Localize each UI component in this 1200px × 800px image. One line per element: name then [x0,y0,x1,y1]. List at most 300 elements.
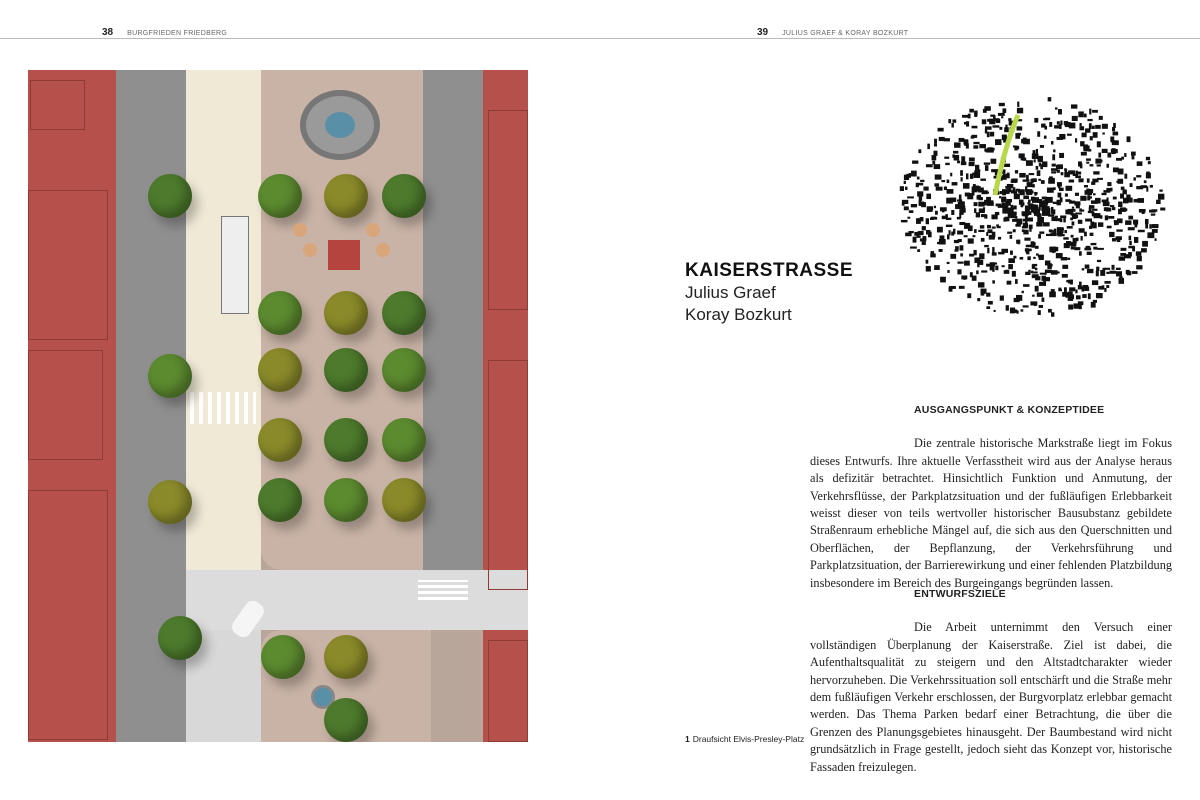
building-footprint [1030,301,1037,305]
building-footprint [1057,121,1060,124]
building-footprint [1091,200,1098,204]
building-footprint [963,183,970,189]
building-footprint [1037,170,1041,176]
building-footprint [1075,171,1078,176]
building-footprint [1098,222,1103,227]
building-footprint [1024,238,1030,241]
building-footprint [1142,241,1148,247]
building-footprint [1029,173,1035,175]
tree [324,174,368,218]
building-footprint [1010,251,1013,255]
building-footprint [1064,172,1070,177]
building-footprint [1131,152,1136,156]
building-footprint [1093,193,1096,195]
building-footprint [1075,138,1077,142]
building-footprint [1039,257,1044,260]
building-footprint [976,270,978,274]
building-footprint [996,204,1002,207]
building-footprint [984,245,989,247]
building-footprint [1012,219,1017,222]
building-footprint [1023,138,1027,141]
building-footprint [992,252,997,255]
building-footprint [900,186,904,191]
figure-number: 1 [685,734,690,744]
building-footprint [953,151,958,154]
building-footprint [1100,270,1105,276]
building-footprint [977,298,980,301]
building-footprint [1065,193,1068,196]
building-footprint [1034,159,1036,162]
building-footprint [937,242,943,244]
building-footprint [1049,247,1054,251]
building-footprint [1045,270,1052,273]
building-footprint [1085,219,1092,222]
building-footprint [1110,205,1114,207]
building-footprint [1146,172,1150,177]
author-1: Julius Graef [685,283,776,302]
building-footprint [965,193,970,197]
building-footprint [1126,194,1130,197]
building-footprint [1079,123,1081,126]
bus [221,216,249,314]
building-footprint [1106,272,1109,274]
tree [148,174,192,218]
building-footprint [941,180,945,182]
building-footprint [1038,234,1041,238]
building-footprint [1149,224,1152,228]
building-footprint [1038,255,1044,258]
building-footprint [927,144,930,149]
city-figure-ground-map [880,85,1180,335]
building-footprint [999,103,1005,106]
building-footprint [1096,267,1099,271]
building-footprint [1081,152,1087,156]
building-footprint [1079,251,1082,256]
building-footprint [1124,174,1127,179]
building-footprint [926,266,931,272]
building-footprint [1057,234,1061,237]
building-footprint [1089,123,1092,129]
building-outline [28,190,108,340]
building-footprint [1071,104,1077,108]
building-footprint [1105,215,1108,220]
building-footprint [1013,187,1016,192]
tree [258,291,302,335]
building-footprint [961,177,963,181]
building-footprint [1107,153,1111,158]
building-footprint [1040,145,1044,148]
tree [148,354,192,398]
building-footprint [971,136,975,139]
building-footprint [954,142,960,147]
building-footprint [1022,211,1025,215]
header-rule [0,38,1200,39]
building-footprint [932,161,935,165]
building-footprint [1069,180,1074,183]
building-footprint [1086,158,1091,160]
building-footprint [1121,187,1125,190]
building-footprint [1032,154,1039,159]
building-footprint [951,210,954,215]
building-footprint [1039,217,1043,222]
building-footprint [1148,161,1151,164]
building-footprint [1059,188,1064,191]
building-footprint [959,222,965,225]
parasol [366,223,380,237]
building-footprint [939,137,945,141]
road [186,70,261,570]
building-footprint [930,206,933,210]
building-footprint [947,262,950,264]
section-body: Die zentrale historische Markstraße liegt im Fokus dieses Entwurfs. Ihre aktuelle Verfasstheit wird aus der Analyse heraus als defizitär betrachtet. Hinsichtlich Funktion und Anmutung, der Verkehrsflüsse, der Parkplatzsituation und der fußläufigen Erlebbarkeit weisst dieser von teils wertvoller historischer Bausubstanz gebildete Straßenraum erhebliche Mängel auf, die sich aus den Querschnitten und Oberflächen, der Bepflanzung, der Verkehrsführung und Parkplatzsituation, der Barrierewirkung und einer fehlenden Platzbildung insbesondere im Bereich des Burgeingangs begründen lassen. [810,436,1172,590]
building-footprint [1062,274,1068,278]
building-footprint [1078,172,1081,175]
building-footprint [1035,276,1040,280]
building-footprint [1116,229,1122,231]
building-footprint [1031,242,1035,248]
building-footprint [1090,222,1094,228]
building-footprint [1078,220,1082,224]
building-footprint [904,206,909,210]
building-footprint [989,119,995,125]
building-footprint [1080,163,1083,168]
building-footprint [1097,248,1104,250]
left-running-title: BURGFRIEDEN FRIEDBERG [127,30,228,37]
building-footprint [1078,178,1083,182]
building-footprint [1016,240,1020,244]
building-footprint [1022,226,1028,228]
building-footprint [1084,114,1087,118]
building-footprint [1058,289,1062,291]
building-footprint [1027,190,1032,195]
building-footprint [1134,199,1139,202]
building-footprint [1069,287,1075,291]
building-footprint [1087,269,1093,273]
building-footprint [1029,225,1033,229]
building-footprint [992,125,999,127]
building-footprint [1023,305,1029,307]
building-footprint [1054,229,1057,233]
building-footprint [1112,207,1116,210]
building-footprint [1081,236,1083,241]
sidewalk-right [423,70,483,610]
building-footprint [998,113,1005,116]
parasol [303,243,317,257]
building-footprint [1058,193,1062,198]
building-footprint [1129,241,1131,245]
building-footprint [988,301,993,305]
building-footprint [1100,215,1102,219]
building-footprint [1152,224,1159,228]
building-footprint [1015,189,1019,192]
building-footprint [1014,298,1020,302]
article-title: KAISERSTRASSE [685,260,854,281]
building-footprint [1023,196,1029,200]
building-footprint [986,197,991,202]
building-footprint [1102,199,1108,202]
building-footprint [1019,189,1024,195]
building-footprint [1068,294,1074,299]
building-footprint [1002,205,1004,208]
building-footprint [907,196,914,198]
crosswalk [190,392,256,424]
building-footprint [975,165,979,170]
building-footprint [985,165,988,171]
building-footprint [1079,126,1084,130]
building-footprint [1037,292,1043,296]
building-footprint [1068,305,1073,310]
building-footprint [1066,186,1073,191]
building-footprint [969,109,974,113]
building-footprint [1094,213,1101,218]
building-outline [488,110,528,310]
building-footprint [1097,141,1101,147]
building-footprint [934,206,936,208]
building-footprint [970,193,974,196]
building-footprint [973,235,976,237]
building-footprint [934,139,937,143]
building-footprint [1123,198,1128,203]
building-footprint [1047,188,1054,193]
building-footprint [1122,208,1127,211]
building-footprint [990,115,995,117]
building-footprint [1032,274,1035,278]
building-footprint [1007,232,1012,234]
crosswalk-2 [418,580,468,600]
building-footprint [992,280,995,283]
building-footprint [1011,179,1017,183]
building-footprint [1036,149,1038,154]
building-footprint [995,266,998,271]
building-footprint [1118,209,1122,214]
building-footprint [1033,257,1036,259]
building-footprint [1039,202,1043,207]
building-footprint [1083,145,1089,151]
building-footprint [1155,238,1157,241]
building-footprint [1084,185,1088,187]
building-footprint [969,162,975,166]
building-footprint [1088,293,1091,299]
building-footprint [1053,149,1055,152]
building-footprint [1150,185,1153,188]
building-footprint [1129,236,1132,241]
building-footprint [936,187,943,191]
building-footprint [951,198,957,203]
building-footprint [1050,233,1056,236]
building-footprint [1068,280,1071,284]
building-footprint [1092,110,1098,113]
article-title-block [685,260,853,326]
building-footprint [1043,206,1049,212]
building-footprint [1041,180,1045,184]
building-footprint [1048,178,1055,184]
building-footprint [1071,242,1077,247]
building-footprint [972,126,978,129]
building-footprint [1146,186,1148,191]
building-footprint [926,218,929,224]
building-footprint [1019,173,1025,178]
building-footprint [1064,168,1066,171]
building-footprint [1051,312,1054,317]
building-footprint [1072,213,1077,219]
parasol [376,243,390,257]
building-footprint [1026,160,1033,166]
building-footprint [1011,309,1017,312]
building-footprint [990,159,996,164]
building-footprint [1130,183,1133,187]
section-heading: ENTWURFSZIELE [914,588,1006,600]
building-footprint [1032,184,1035,187]
building-footprint [1159,189,1162,191]
building-footprint [1091,182,1095,185]
tree [258,348,302,392]
building-footprint [1132,156,1135,160]
building-footprint [1044,136,1047,139]
building-footprint [964,261,970,266]
building-footprint [1032,271,1038,273]
building-footprint [1015,133,1020,139]
building-footprint [1081,210,1084,212]
tree [324,698,368,742]
building-footprint [1036,222,1042,226]
building-footprint [926,164,933,167]
building-footprint [1022,291,1024,293]
building-footprint [1146,157,1150,160]
building-footprint [934,183,939,186]
building-footprint [922,226,926,230]
building-footprint [1072,221,1075,225]
building-footprint [1141,248,1147,252]
building-footprint [1060,121,1062,126]
building-footprint [1102,124,1108,129]
building-footprint [1008,264,1013,269]
building-footprint [977,263,979,267]
building-footprint [1109,271,1115,274]
building-footprint [923,187,928,191]
building-footprint [1067,134,1072,136]
building-footprint [964,141,968,146]
building-footprint [974,208,976,213]
right-page-number: 39 [757,27,769,38]
building-footprint [961,162,966,166]
building-footprint [1090,233,1094,236]
tree [324,348,368,392]
building-footprint [994,310,996,312]
building-footprint [1051,217,1056,221]
building-footprint [972,173,976,176]
section-heading: AUSGANGSPUNKT & KONZEPTIDEE [914,404,1105,416]
building-footprint [1128,216,1133,220]
building-footprint [917,249,920,252]
building-footprint [1035,268,1037,271]
building-footprint [1092,209,1097,211]
building-footprint [1138,253,1141,255]
building-footprint [1108,216,1114,219]
building-footprint [1002,265,1005,267]
building-footprint [1132,271,1138,274]
building-footprint [1052,164,1056,167]
building-footprint [905,187,907,190]
building-footprint [1011,205,1014,209]
building-footprint [1032,178,1037,182]
building-footprint [934,164,941,169]
building-footprint [951,232,954,236]
building-footprint [957,262,963,264]
building-footprint [1124,254,1131,258]
building-footprint [980,225,984,228]
building-footprint [1025,272,1030,275]
building-footprint [1116,271,1122,276]
building-footprint [1109,232,1114,237]
building-footprint [991,214,997,219]
building-footprint [978,282,985,287]
building-footprint [1075,289,1077,293]
building-footprint [1133,177,1135,180]
building-footprint [1044,126,1047,130]
building-footprint [1032,264,1037,266]
building-footprint [1124,153,1126,157]
building-footprint [1064,243,1070,248]
building-footprint [974,202,978,206]
building-footprint [909,210,914,213]
building-footprint [1078,285,1082,289]
tree [324,478,368,522]
tree [324,418,368,462]
building-footprint [1044,277,1050,281]
fountain-water [325,112,355,138]
building-footprint [913,237,917,243]
building-footprint [1062,265,1068,269]
building-footprint [1042,297,1045,301]
parasol [293,223,307,237]
building-outline [488,360,528,590]
building-footprint [1114,221,1118,225]
building-footprint [1014,146,1017,151]
building-footprint [1057,170,1060,173]
building-footprint [1009,214,1015,218]
building-footprint [1051,171,1056,173]
building-footprint [1126,270,1130,274]
building-footprint [1134,237,1138,243]
building-footprint [1028,200,1031,203]
building-footprint [961,206,966,212]
building-footprint [1043,118,1046,120]
building-footprint [961,156,965,162]
building-footprint [1142,212,1145,214]
building-footprint [910,246,917,248]
building-footprint [1025,216,1028,221]
building-footprint [1039,305,1043,308]
building-footprint [1076,295,1081,299]
building-footprint [920,238,926,241]
building-footprint [957,199,962,201]
building-footprint [1087,178,1090,182]
building-footprint [1051,141,1053,145]
building-footprint [1034,118,1038,123]
building-footprint [1035,286,1039,292]
building-footprint [1060,197,1063,202]
building-footprint [920,180,924,182]
building-footprint [1013,229,1016,232]
building-footprint [1087,252,1092,255]
building-footprint [1002,198,1005,203]
building-footprint [940,207,947,211]
building-footprint [1008,258,1015,263]
building-footprint [1073,303,1079,308]
building-footprint [1049,229,1053,232]
building-footprint [1004,164,1010,167]
building-footprint [1145,224,1148,229]
